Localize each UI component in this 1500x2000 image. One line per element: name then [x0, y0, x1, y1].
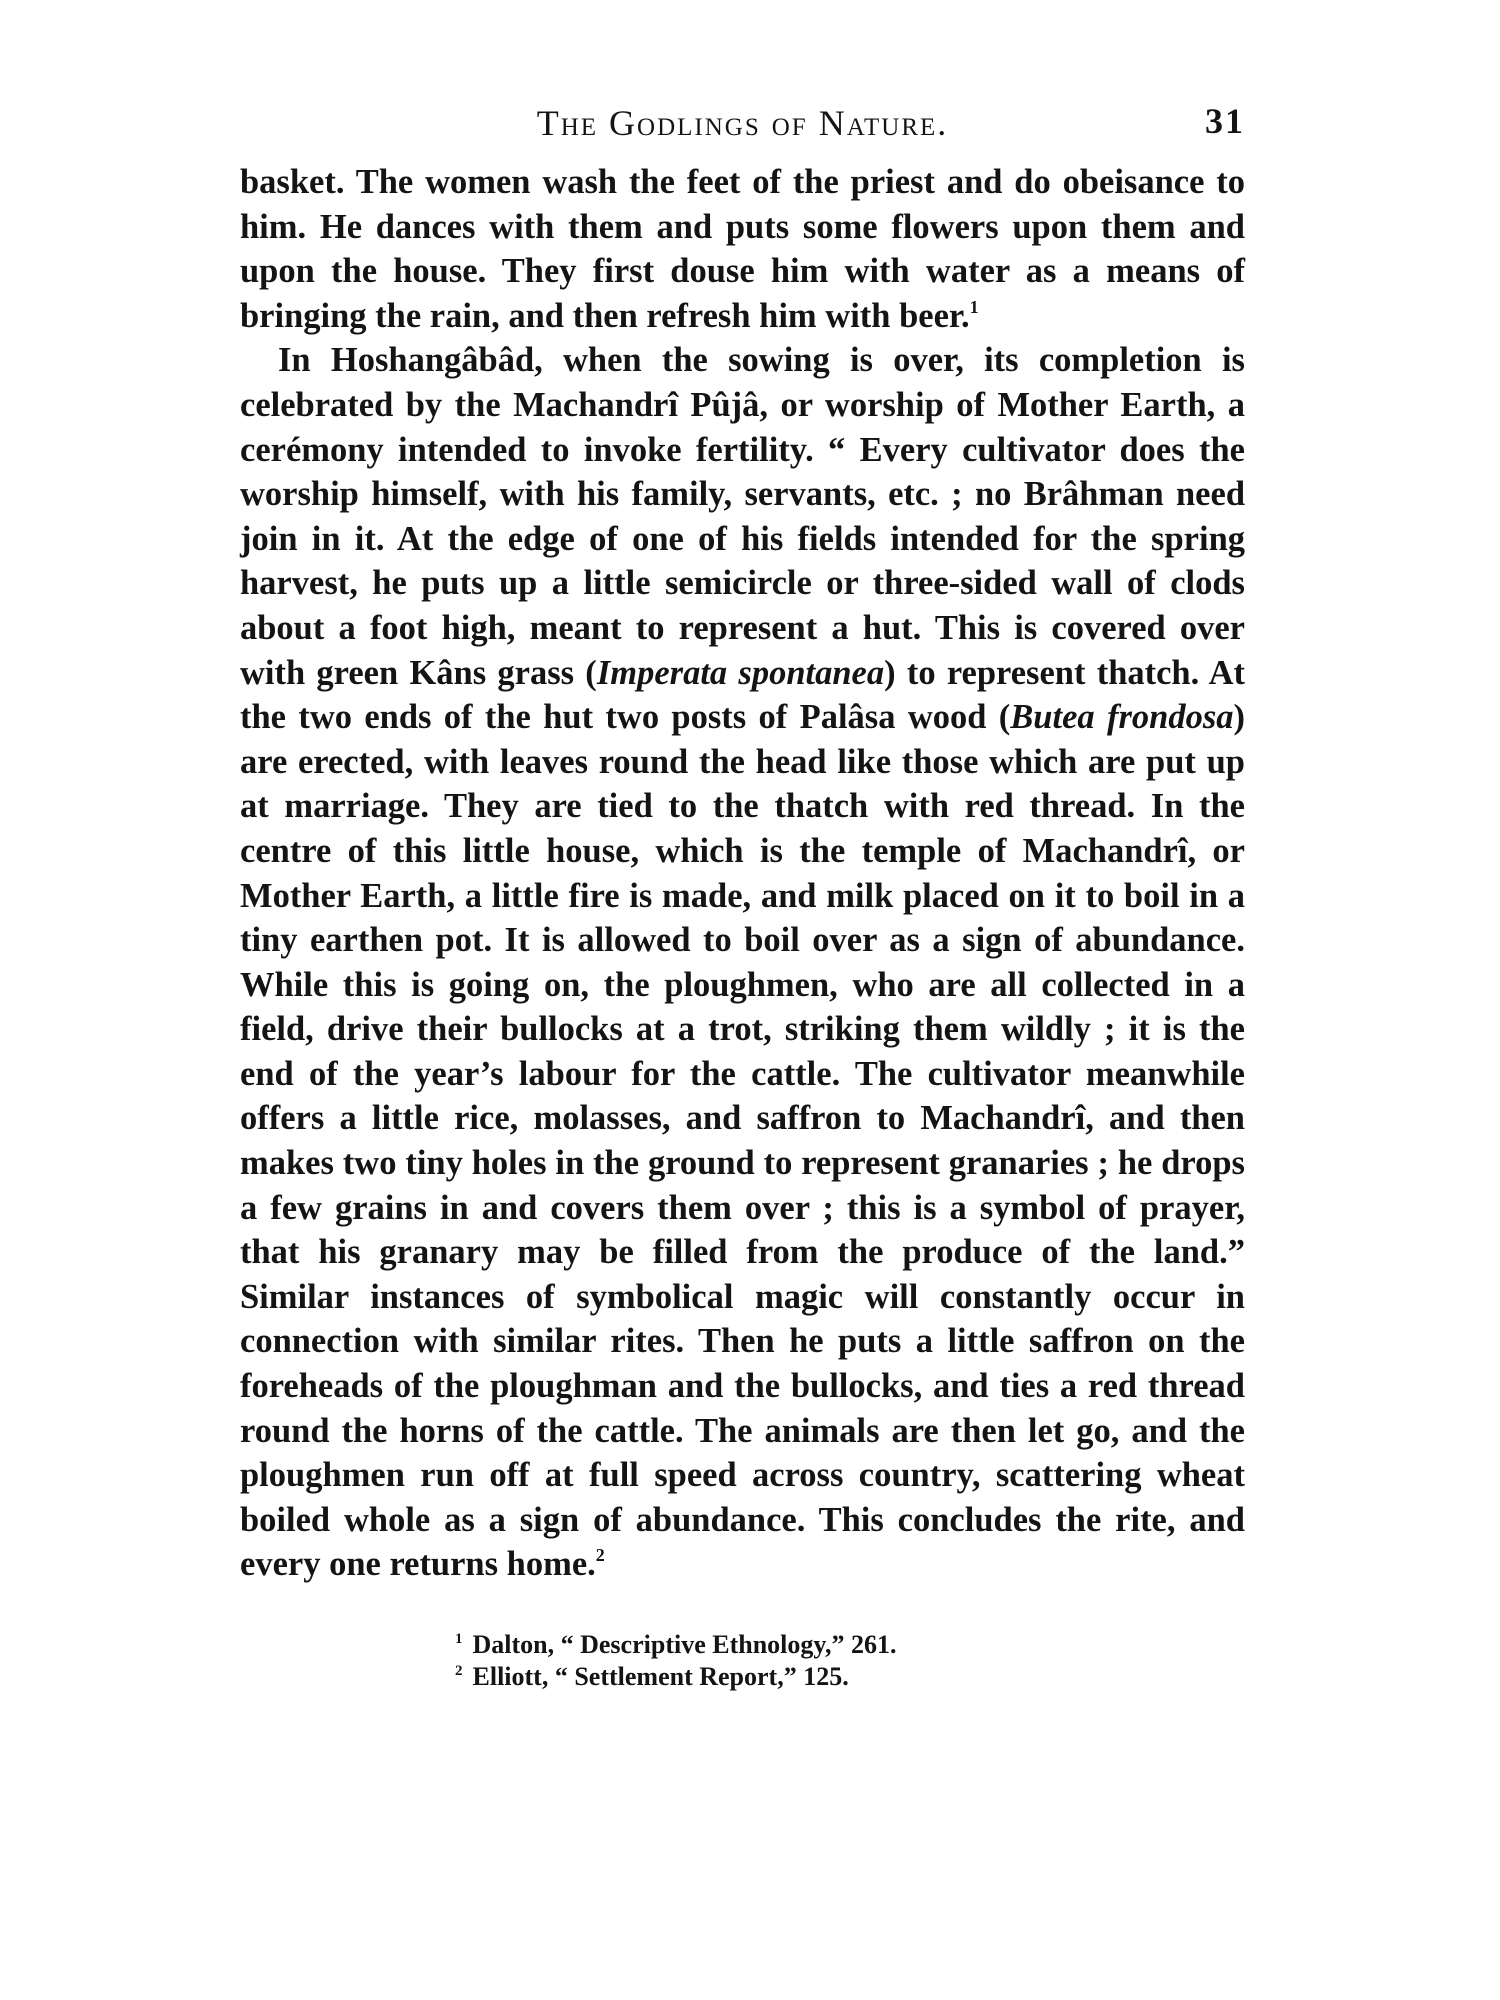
- footnotes: [240, 1629, 1245, 1693]
- footnote-text: Dalton, “ Descriptive Ethnology,” 261.: [472, 1630, 897, 1659]
- page-number: 31: [1205, 101, 1245, 141]
- text-run: basket. The women wash the feet of the priest and do obeisance to him. He dances with them and puts some flowers upon them and upon the house. They first douse him with water as a means of bringing the rain, and then refresh him with beer.: [240, 163, 1245, 335]
- paragraph-2: [240, 338, 1245, 1587]
- italic-term: Imperata spontanea: [596, 653, 885, 692]
- paragraph-1: [240, 160, 1245, 338]
- book-page: [240, 100, 1245, 1693]
- running-head: [240, 100, 1245, 160]
- footnote-reference: 1: [969, 296, 979, 317]
- italic-term: Butea frondosa: [1010, 698, 1234, 737]
- footnote-1: [455, 1629, 1245, 1661]
- footnote-mark: 2: [455, 1663, 463, 1679]
- running-title: The Godlings of Nature.: [536, 103, 949, 143]
- footnote-2: [455, 1661, 1245, 1693]
- text-run: ) to represent thatch. At the two ends of the hut two posts of Palâsa wood (: [240, 653, 1246, 737]
- footnote-reference: 2: [595, 1545, 605, 1566]
- footnote-text: Elliott, “ Settlement Report,” 125.: [472, 1662, 849, 1691]
- text-run: In Hoshangâbâd, when the sowing is over, its completion is celebrated by the Machandrî Pûjâ, or worship of Mother Earth, a cerémony intended to invoke fertility. “ Every cultivator does the worship himself, with his family, servants, etc. ; no Brâhman need join in it. At the edge of one of his fields intended for the spring harvest, he puts up a little semicircle or three-sided wall of clods about a foot high, meant to represent a hut. This is covered over with green Kâns grass (: [240, 341, 1245, 692]
- body-text: [240, 160, 1245, 1587]
- footnote-mark: 1: [455, 1631, 463, 1647]
- text-run: ) are erected, with leaves round the head like those which are put up at marriage. They are tied to the thatch with red thread. In the centre of this little house, which is the temple of Machandrî, or Mother Earth, a little fire is made, and milk placed on it to boil in a tiny earthen pot. It is allowed to boil over as a sign of abundance. While this is going on, the ploughmen, who are all collected in a field, drive their bullocks at a trot, striking them wildly ; it is the end of the year’s labour for the cattle. The cultivator meanwhile offers a little rice, molasses, and saffron to Machandrî, and then makes two tiny holes in the ground to represent granaries ; he drops a few grains in and covers them over ; this is a symbol of prayer, that his granary may be filled from the produce of the land.” Similar instances of symbolical magic will constantly occur in connection with similar rites. Then he puts a little saffron on the foreheads of the ploughman and the bullocks, and ties a red thread round the horns of the cattle. The animals are then let go, and the ploughmen run off at full speed across country, scattering wheat boiled whole as a sign of abundance. This concludes the rite, and every one returns home.: [240, 698, 1246, 1584]
